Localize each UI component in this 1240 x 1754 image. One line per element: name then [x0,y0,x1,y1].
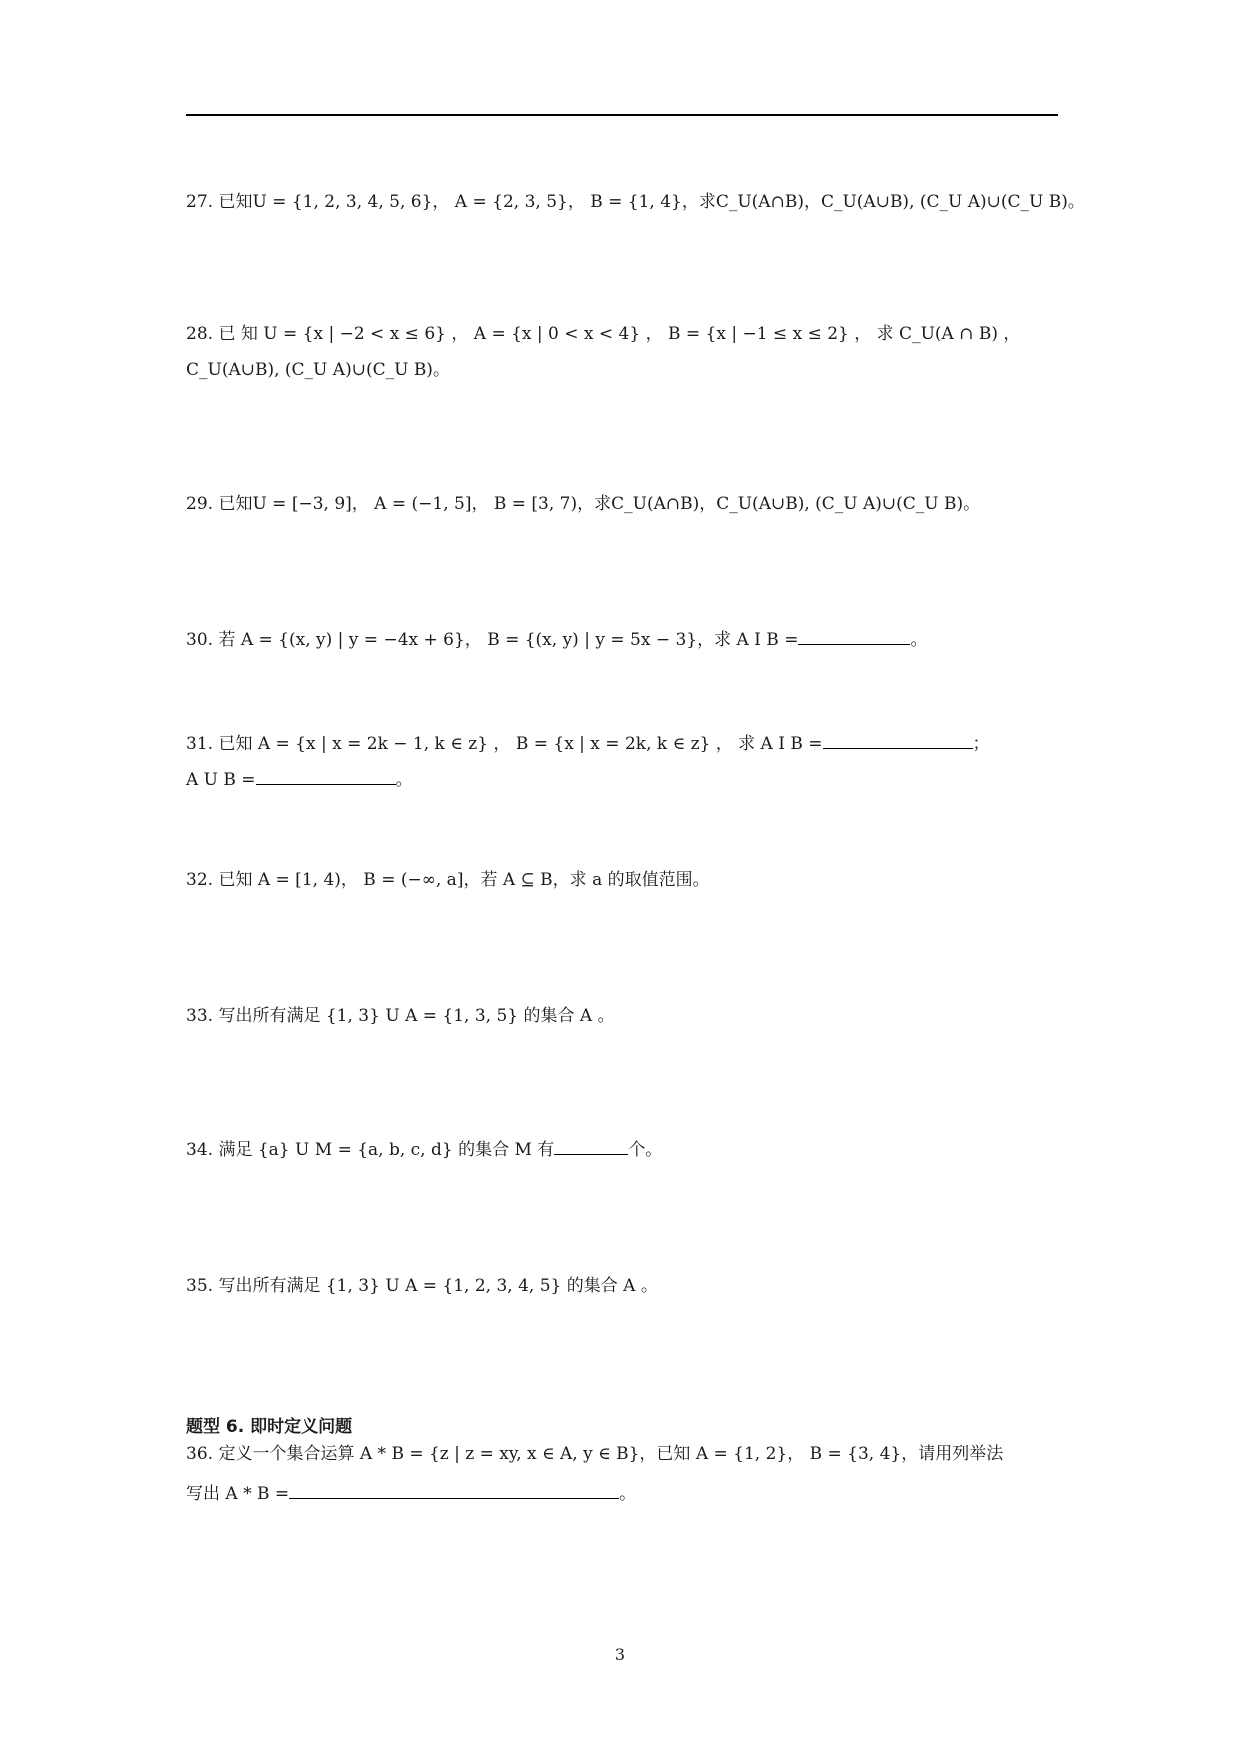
header-rule [186,114,1058,116]
question-text: 已知U = {1, 2, 3, 4, 5, 6}， A = {2, 3, 5}， B = {1, 4}，求C_U(A∩B)，C_U(A∪B), (C_U A)∪(C_U B)。 [218,192,1085,212]
question-text: 已 知 U = {x | −2 < x ≤ 6} ， A = {x | 0 < x < 4} ， B = {x | −1 ≤ x ≤ 2} ， 求 C_U(A ∩ B) ， [218,324,1021,344]
question-number: 30. [186,630,214,650]
question-29 [186,486,1058,522]
question-number: 35. [186,1276,214,1296]
punctuation: 个。 [628,1140,663,1160]
section-title: 题型 6. 即时定义问题 [186,1417,353,1437]
punctuation: 。 [395,770,413,790]
question-text: 定义一个集合运算 A * B = {z | z = xy, x ∈ A, y ∈ B}，已知 A = {1, 2}， B = {3, 4}，请用列举法 [218,1444,1004,1464]
question-number: 29. [186,494,214,514]
answer-blank[interactable] [554,1134,628,1155]
answer-blank[interactable] [798,624,910,645]
question-text: 已知 A = [1, 4)， B = (−∞, a]，若 A ⊆ B，求 a 的取值范围。 [218,870,710,890]
question-27 [186,184,1085,220]
question-34 [186,1132,1058,1168]
question-28-continued [186,352,1058,388]
question-text: C_U(A∪B), (C_U A)∪(C_U B)。 [186,360,450,380]
answer-blank-intersection[interactable] [823,728,973,749]
question-number: 36. [186,1444,214,1464]
question-35 [186,1268,1058,1304]
question-36 [186,1436,1058,1472]
question-number: 32. [186,870,214,890]
answer-blank-union[interactable] [256,764,396,785]
question-text: 已知 A = {x | x = 2k − 1, k ∈ z} ， B = {x | x = 2k, k ∈ z} ， 求 A I B = [218,734,823,754]
question-text: 写出 A * B = [186,1484,290,1504]
question-31 [186,726,1058,762]
question-text: A U B = [186,770,256,790]
question-text: 满足 {a} U M = {a, b, c, d} 的集合 M 有 [218,1140,555,1160]
question-36-continued [186,1476,1058,1512]
question-32 [186,862,1058,898]
question-28 [186,316,1058,352]
punctuation: 。 [619,1484,637,1504]
question-text: 若 A = {(x, y) | y = −4x + 6}， B = {(x, y) | y = 5x − 3}，求 A I B = [218,630,799,650]
page-number: 3 [614,1645,626,1664]
question-text: 写出所有满足 {1, 3} U A = {1, 2, 3, 4, 5} 的集合 A 。 [218,1276,658,1296]
question-33 [186,998,1058,1034]
question-number: 34. [186,1140,214,1160]
question-number: 27. [186,192,214,212]
question-number: 31. [186,734,214,754]
question-number: 28. [186,324,214,344]
question-number: 33. [186,1006,214,1026]
question-30 [186,622,1058,658]
question-text: 已知U = [−3, 9]， A = (−1, 5]， B = [3, 7)，求C_U(A∩B)，C_U(A∪B), (C_U A)∪(C_U B)。 [218,494,981,514]
punctuation: 。 [910,630,928,650]
question-31-continued [186,762,1058,798]
answer-blank[interactable] [289,1478,619,1499]
question-text: 写出所有满足 {1, 3} U A = {1, 3, 5} 的集合 A 。 [218,1006,615,1026]
punctuation: ； [972,734,990,754]
